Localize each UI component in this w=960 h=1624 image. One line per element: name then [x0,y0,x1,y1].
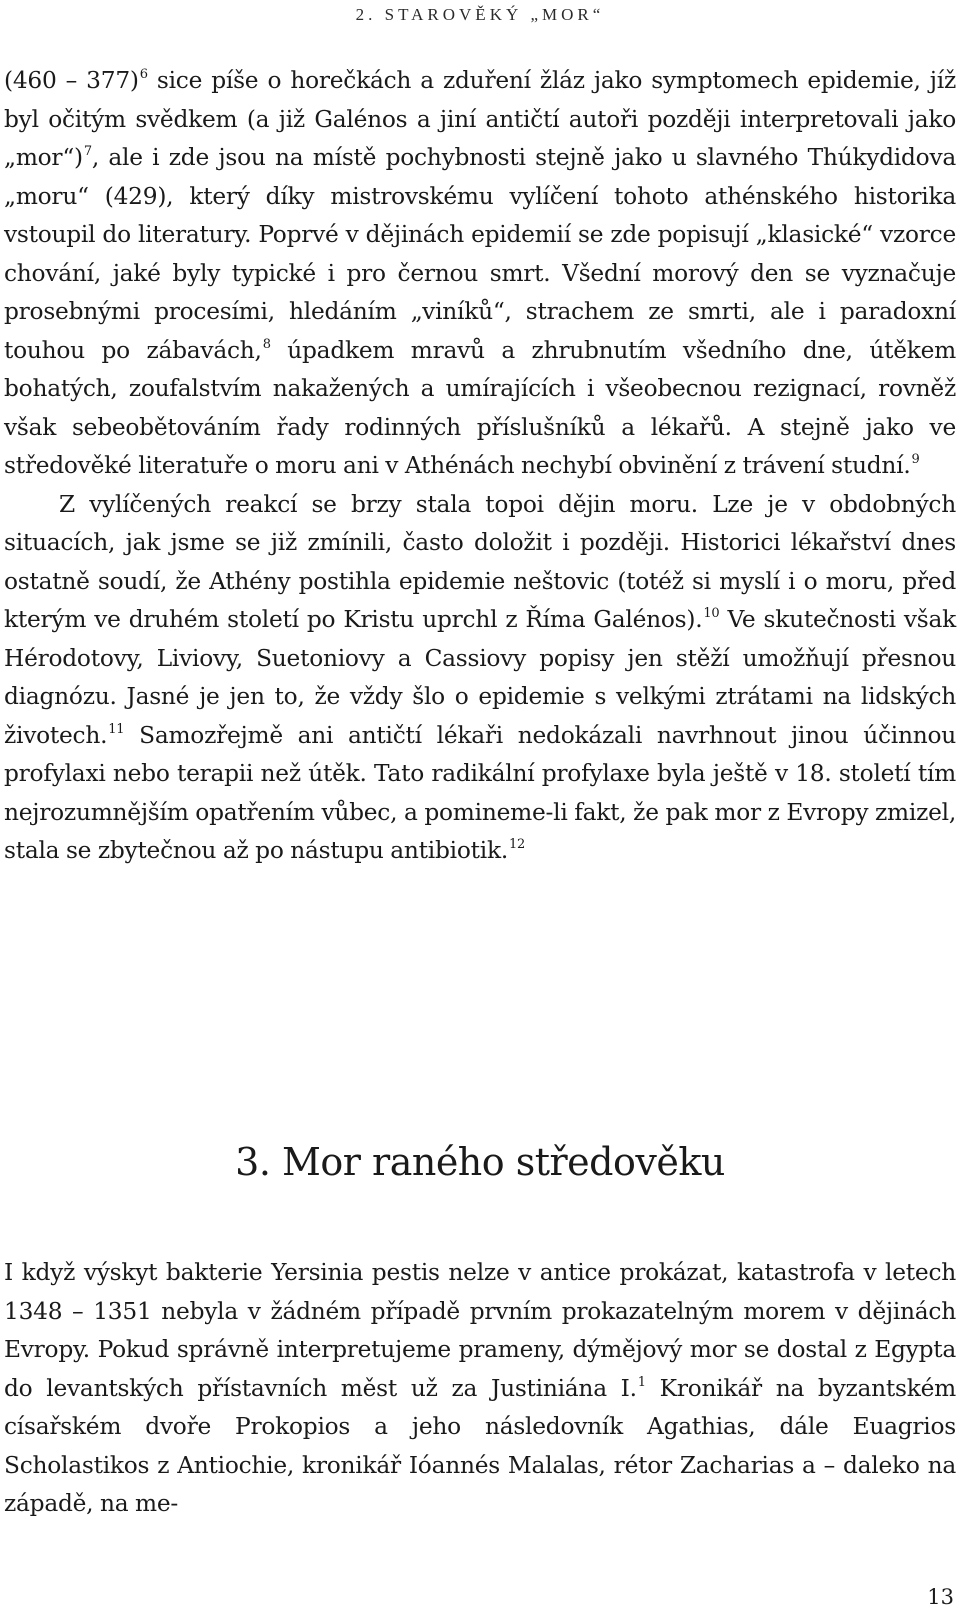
body-text-after-chapter [4,1254,956,1524]
text-run: (460 – 377) [4,67,139,94]
footnote-ref: 11 [108,721,125,737]
footnote-ref: 1 [637,1374,646,1390]
footnote-ref: 8 [262,336,271,352]
text-run: úpadkem mravů a zhrubnutím všedního dne, útěkem bohatých, zoufalstvím nakažených a umírajících i všeobecnou rezignací, rovněž však sebeobětováním řady rodinných příslušníků a lékařů. A stejně jako ve středověké literatuře o moru ani v Athénách nechybí obvinění z trávení studní. [4,336,956,479]
footnote-ref: 9 [911,452,920,467]
text-run: Ve skutečnosti však Hérodotovy, Liviovy, Suetoniovy a Cassiovy popisy jen stěží umožňují přesnou diagnózu. Jasné je jen to, že vždy šlo o epidemie s velkými ztrátami na lidských životech. [4,606,956,749]
text-run: I když výskyt bakterie Yersinia pestis nelze v antice prokázat, katastrofa v letech 1348 – 1351 nebyla v žádném případě prvním prokazatelným morem v dějinách Evropy. Pokud správně interpretujeme prameny, dýmějový mor se dostal z Egypta do levantských přístavních měst už za Justiniána I. [4,1259,956,1402]
paragraph [4,62,956,486]
text-run: , ale i zde jsou na místě pochybnosti stejně jako u slavného Thúkydidova „moru“ (429), který díky mistrovskému vylíčení tohoto athénského historika vstoupil do literatury. Poprvé v dějinách epidemií se zde popisují „klasické“ vzorce chování, jaké byly typické i pro černou smrt. Všední morový den se vyznačuje prosebnými procesími, hledáním „viníků“, strachem ze smrti, ale i paradoxní touhou po zábavách, [4,144,956,364]
footnote-ref: 12 [508,837,526,852]
text-run: Kronikář na byzantském císařském dvoře Prokopios a jeho následovník Agathias, dále Euagrios Scholastikos z Antiochie, kronikář Ióannés Malalas, rétor Zacharias a – daleko na západě, na me- [4,1374,956,1517]
footnote-ref: 6 [139,67,148,82]
text-run: Samozřejmě ani antičtí lékaři nedokázali navrhnout jinou účinnou profylaxi nebo terapii než útěk. Tato radikální profylaxe byla ještě v 18. století tím nejrozumnějším opatřením vůbec, a pomineme-li fakt, že pak mor z Evropy zmizel, stala se zbytečnou až po nástupu antibiotik. [4,721,956,864]
page-number: 13 [927,1585,954,1609]
chapter-title: 3. Mor raného středověku [235,1140,725,1184]
paragraph [4,486,956,871]
footnote-ref: 7 [83,144,92,159]
running-head: 2. STAROVĚKÝ „MOR“ [355,5,605,24]
text-run: Z vylíčených reakcí se brzy stala topoi dějin moru. Lze je v obdobných situacích, jak jsme se již zmínili, často doložit i později. Historici lékařství dnes ostatně soudí, že Athény postihla epidemie neštovic (totéž si myslí i o moru, před kterým ve druhém století po Kristu uprchl z Říma Galénos). [4,490,956,633]
body-text-before-chapter [4,62,956,871]
paragraph [4,1254,956,1524]
text-run: sice píše o horečkách a zduření žláz jako symptomech epidemie, jíž byl očitým svědkem (a již Galénos a jiní antičtí autoři později interpretovali jako „mor“) [4,67,956,171]
footnote-ref: 10 [703,606,720,621]
